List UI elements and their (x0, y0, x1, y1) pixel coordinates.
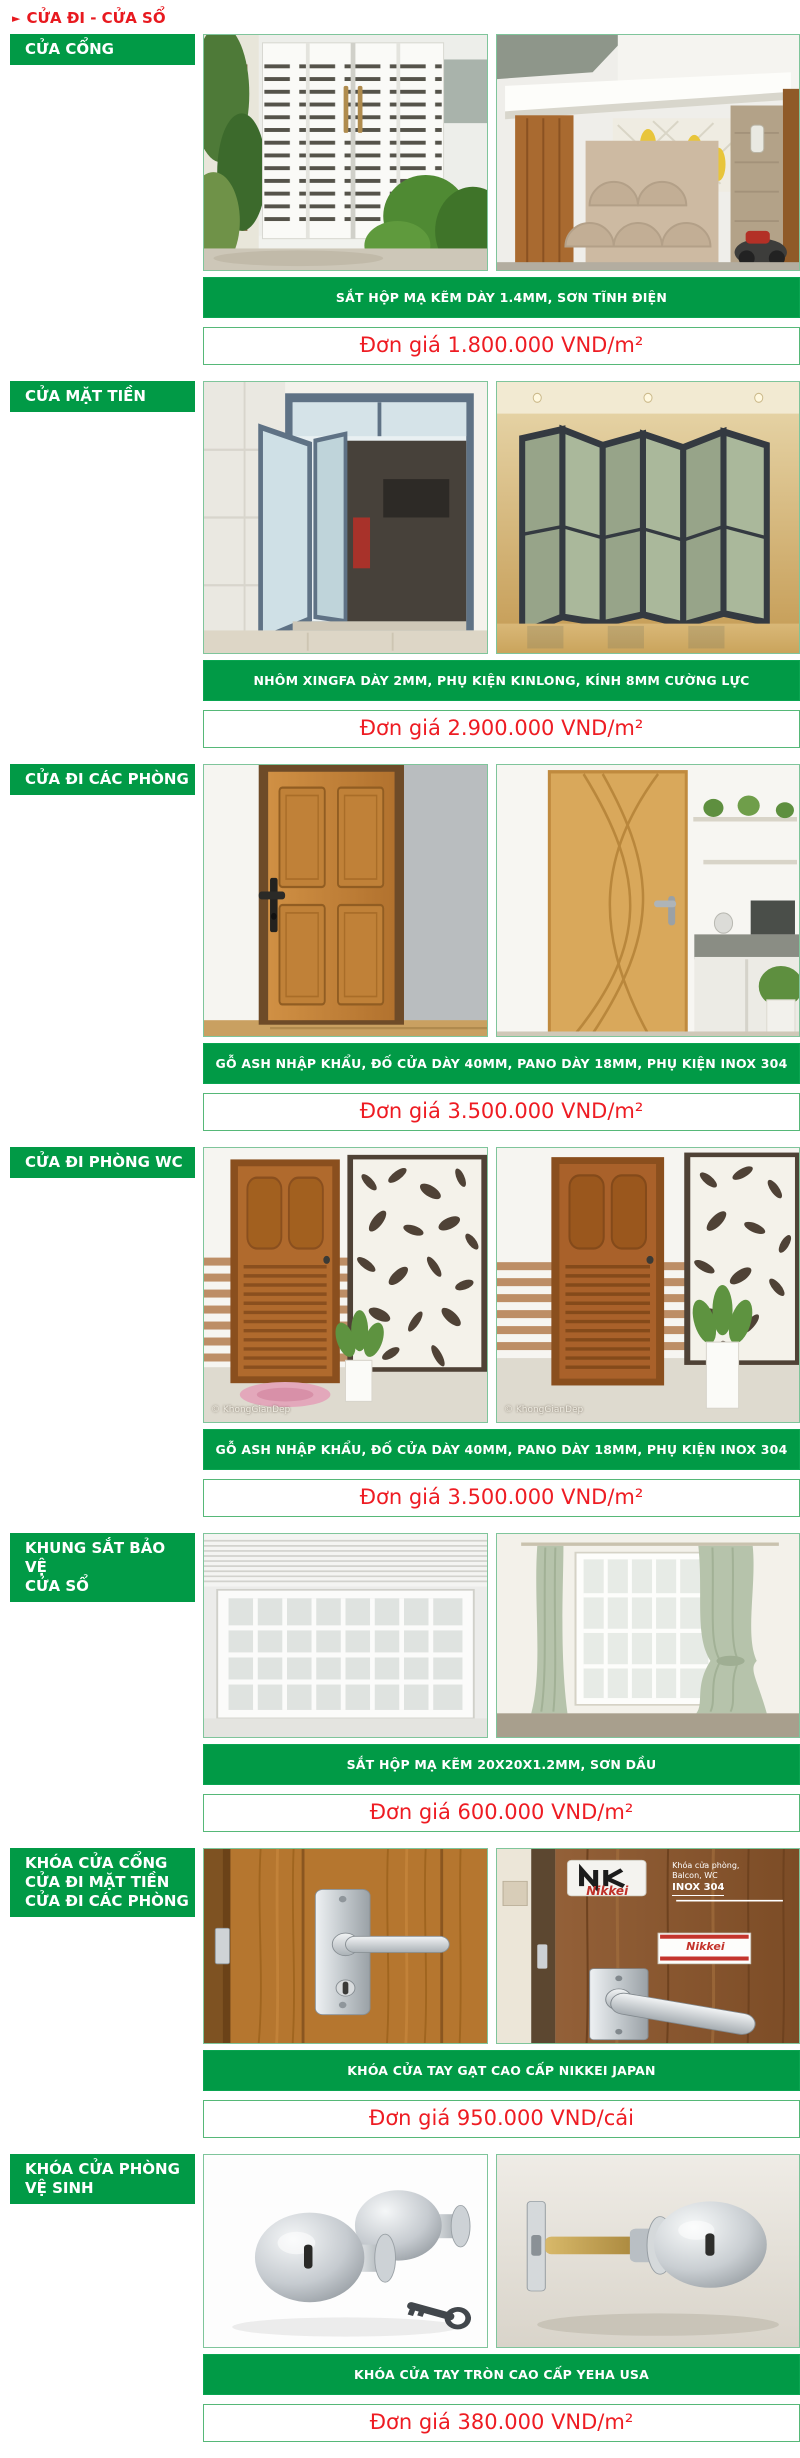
section-label: KHÓA CỬA CỔNG CỬA ĐI MẶT TIỀN CỬA ĐI CÁC PHÒNG (10, 1848, 195, 1917)
section-cua-di-cac-phong (0, 764, 800, 1131)
window-grille-curtains-illustration (497, 1534, 799, 1737)
wood-flush-door-photo (496, 764, 800, 1037)
section-label: KHÓA CỬA PHÒNG VỆ SINH (10, 2154, 195, 2204)
section-label: KHUNG SẮT BẢO VỆ CỬA SỔ (10, 1533, 195, 1602)
watermark-text: © KhongGianDep (211, 1405, 291, 1415)
window-grille-curtains-photo (496, 1533, 800, 1738)
spec-banner: KHÓA CỬA TAY TRÒN CAO CẤP YEHA USA (203, 2354, 800, 2395)
section-label: CỬA ĐI PHÒNG WC (10, 1147, 195, 1178)
wood-flush-door-illustration (497, 765, 799, 1036)
wc-door-photo-2 (496, 1147, 800, 1423)
window-security-grid-photo (203, 1533, 488, 1738)
lever-lock-illustration (204, 1849, 487, 2043)
white-gate-illustration (204, 35, 487, 270)
round-knob-lock-illustration (204, 2155, 487, 2347)
wc-door-illustration-1 (204, 1148, 487, 1422)
folding-glass-door-illustration (497, 382, 799, 653)
knob-lockset-photo (496, 2154, 800, 2348)
spec-banner: GỖ ASH NHẬP KHẨU, ĐỐ CỬA DÀY 40MM, PANO DÀY 18MM, PHỤ KIỆN INOX 304 (203, 1043, 800, 1084)
wc-door-illustration-2 (497, 1148, 799, 1422)
section-khung-sat-bao-ve (0, 1533, 800, 1832)
watermark-text: © KhongGianDep (504, 1405, 584, 1415)
folding-glass-door-photo (496, 381, 800, 654)
nikkei-lock-photo (496, 1848, 800, 2044)
spec-banner: GỖ ASH NHẬP KHẨU, ĐỐ CỬA DÀY 40MM, PANO DÀY 18MM, PHỤ KIỆN INOX 304 (203, 1429, 800, 1470)
section-label: CỬA ĐI CÁC PHÒNG (10, 764, 195, 795)
spec-banner: NHÔM XINGFA DÀY 2MM, PHỤ KIỆN KINLONG, KÍNH 8MM CƯỜNG LỰC (203, 660, 800, 701)
round-knob-lock-photo (203, 2154, 488, 2348)
spec-banner: KHÓA CỬA TAY GẠT CAO CẤP NIKKEI JAPAN (203, 2050, 800, 2091)
page-title (0, 0, 800, 34)
spec-banner: SẮT HỘP MẠ KẼM DÀY 1.4MM, SƠN TĨNH ĐIỆN (203, 277, 800, 318)
price-banner: Đơn giá 950.000 VND/cái (203, 2100, 800, 2138)
wood-panel-door-photo (203, 764, 488, 1037)
modern-gate-illustration (497, 35, 799, 270)
section-cua-mat-tien (0, 381, 800, 748)
knob-lockset-illustration (497, 2155, 799, 2347)
brand-sticker-text: Nikkei (686, 1940, 725, 1954)
window-security-grid-illustration (204, 1534, 487, 1737)
aluminium-door-photo (203, 381, 488, 654)
price-banner: Đơn giá 600.000 VND/m² (203, 1794, 800, 1832)
section-cua-cong (0, 34, 800, 365)
section-khoa-phong-ve-sinh (0, 2154, 800, 2442)
aluminium-door-illustration (204, 382, 487, 653)
triangle-bullet-icon: ► (12, 12, 21, 25)
price-banner: Đơn giá 2.900.000 VND/m² (203, 710, 800, 748)
section-cua-di-phong-wc (0, 1147, 800, 1517)
price-banner: Đơn giá 3.500.000 VND/m² (203, 1479, 800, 1517)
lever-lock-door-photo (203, 1848, 488, 2044)
wood-panel-door-illustration (204, 765, 487, 1036)
section-label: CỬA MẶT TIỀN (10, 381, 195, 412)
page-title-text: CỬA ĐI - CỬA SỔ (26, 9, 166, 27)
price-banner: Đơn giá 1.800.000 VND/m² (203, 327, 800, 365)
price-banner: Đơn giá 380.000 VND/m² (203, 2404, 800, 2442)
wc-door-photo-1 (203, 1147, 488, 1423)
modern-gate-photo (496, 34, 800, 271)
brand-label-text: Khóa cửa phòng, Balcon, WC INOX 304 (672, 1861, 787, 1896)
white-gate-photo (203, 34, 488, 271)
section-khoa-cua (0, 1848, 800, 2138)
price-banner: Đơn giá 3.500.000 VND/m² (203, 1093, 800, 1131)
section-label: CỬA CỔNG (10, 34, 195, 65)
spec-banner: SẮT HỘP MẠ KẼM 20X20X1.2MM, SƠN DẦU (203, 1744, 800, 1785)
brand-name-text: Nikkei (586, 1883, 629, 1898)
